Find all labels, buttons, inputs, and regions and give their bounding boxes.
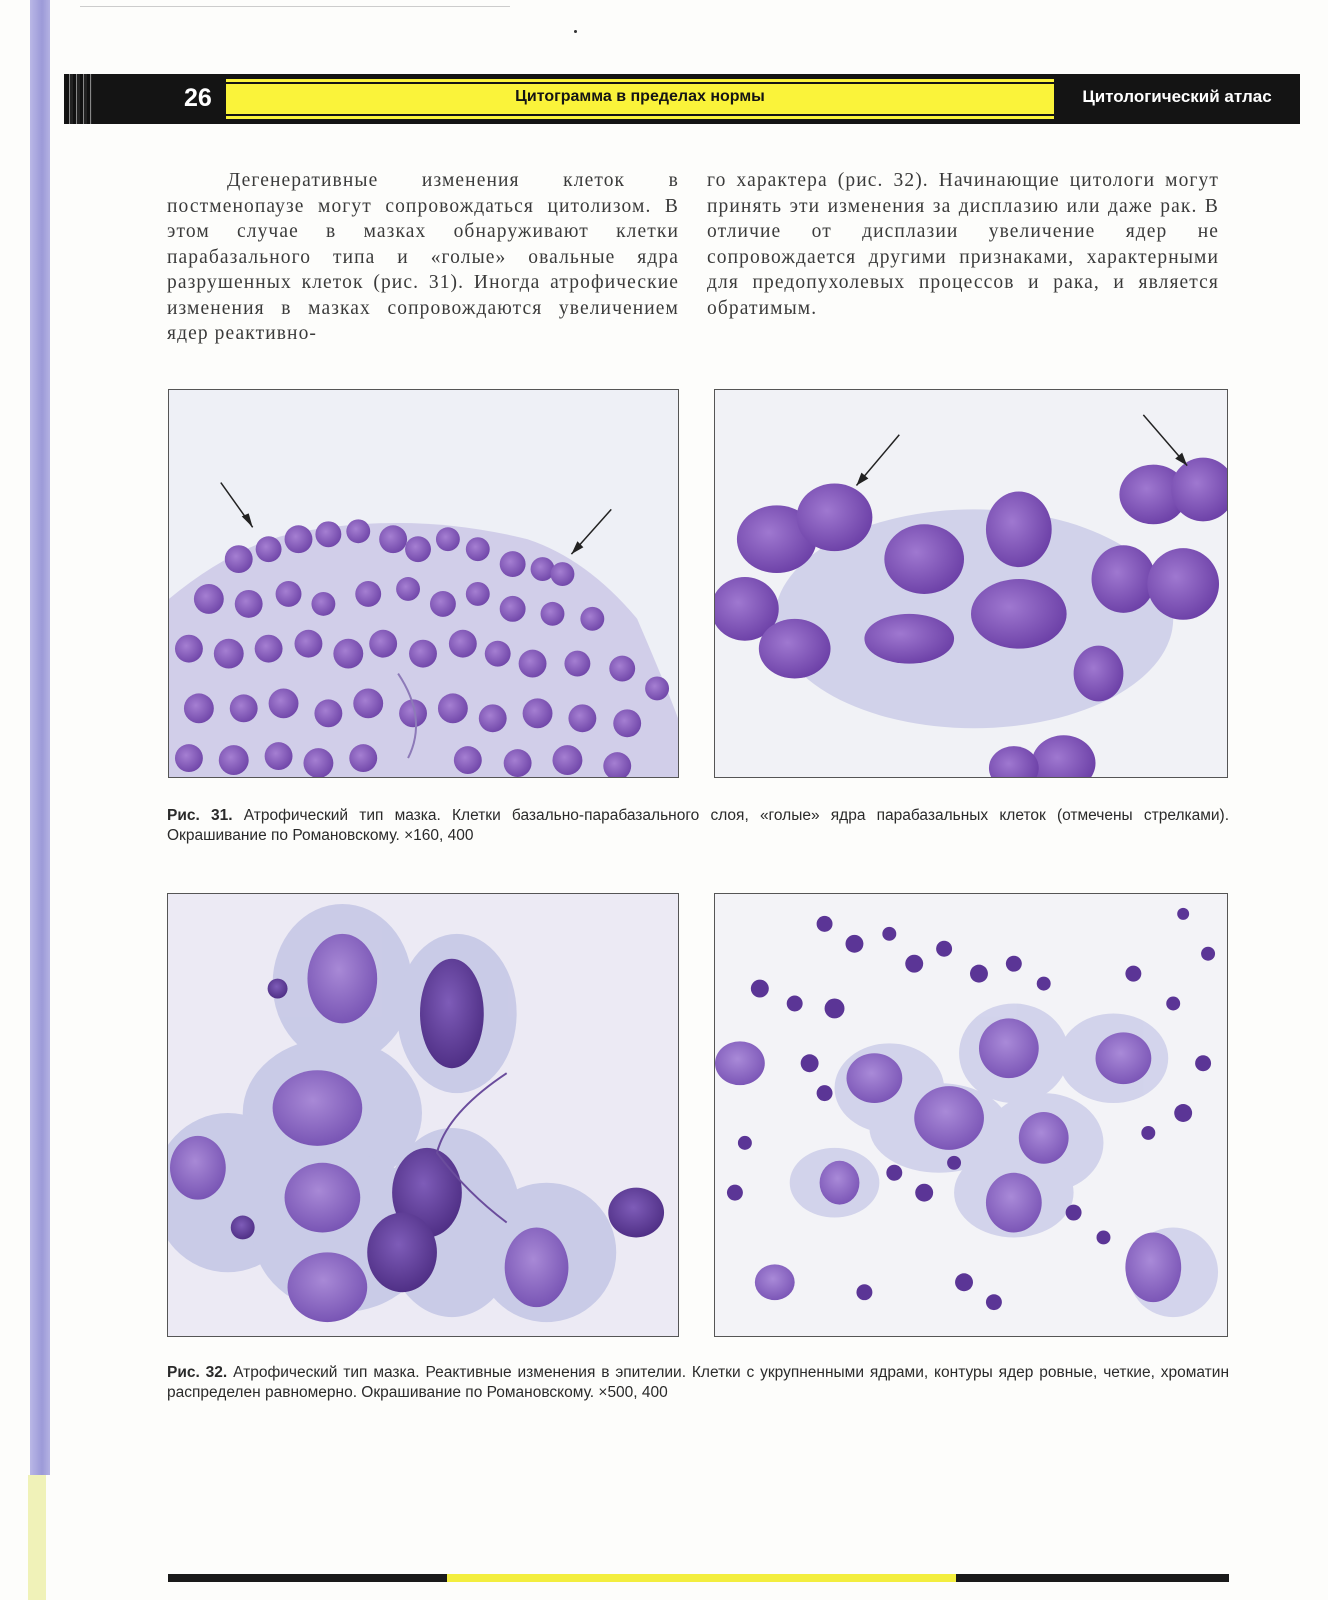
figure-32-right-micrograph (714, 893, 1228, 1337)
page-spine-strip (30, 0, 50, 1475)
figure-31-left-micrograph (168, 389, 679, 778)
figure-31-right-micrograph (714, 389, 1228, 778)
body-text-left-column: Дегенеративные изменения клеток в постменопаузе могут сопровождаться цитолизом. В этом случае в мазках обнаруживают клетки парабазального типа и «голые» овальные ядра разрушенных клеток (рис. 31). Иногда атрофические изменения в мазках сопровождаются увеличением ядер реактивно- (167, 170, 679, 344)
micrograph-31-left (169, 390, 678, 777)
figure-32-caption-text: Атрофический тип мазка. Реактивные изменения в эпителии. Клетки с укрупненными ядрами, контуры ядер ровные, четкие, хроматин распределен равномерно. Окрашивание по Романовскому. ×500, 400 (167, 1364, 1230, 1401)
figure-32-label: Рис. 32. (167, 1364, 228, 1381)
scan-artifact-dot (574, 30, 577, 33)
figure-32-left-micrograph (167, 893, 679, 1337)
book-title-block (1054, 74, 1300, 124)
figure-31-caption-text: Атрофический тип мазка. Клетки базально-парабазального слоя, «голые» ядра парабазальных клеток (отмечены стрелками). Окрашивание по Романовскому. ×160, 400 (167, 807, 1230, 844)
page-number-block (64, 74, 226, 124)
figure-31-caption (167, 806, 1229, 846)
footer-bar-yellow (447, 1574, 956, 1582)
footer-bar-black-left (168, 1574, 447, 1582)
figure-31-label: Рис. 31. (167, 807, 233, 824)
micrograph-31-right (715, 390, 1227, 777)
book-title: Цитологический атлас (1082, 87, 1272, 106)
micrograph-32-left (168, 894, 678, 1336)
micrograph-32-right (715, 894, 1227, 1336)
scan-artifact-line (80, 6, 510, 7)
running-title: Цитограмма в пределах нормы (515, 88, 765, 105)
page-number: 26 (184, 84, 212, 112)
footer-bar-black-right (956, 1574, 1229, 1582)
body-text-right-column: го характера (рис. 32). Начинающие цитологи могут принять эти изменения за дисплазию или даже рак. В отличие от дисплазии увеличение ядер не сопровождается другими признаками, характерными для предопухолевых процессов и рака, и является обратимым. (707, 170, 1219, 319)
page-spine-foot (28, 1475, 46, 1600)
figure-32-caption (167, 1363, 1229, 1403)
running-title-band (226, 74, 1054, 124)
running-header (64, 72, 1272, 126)
